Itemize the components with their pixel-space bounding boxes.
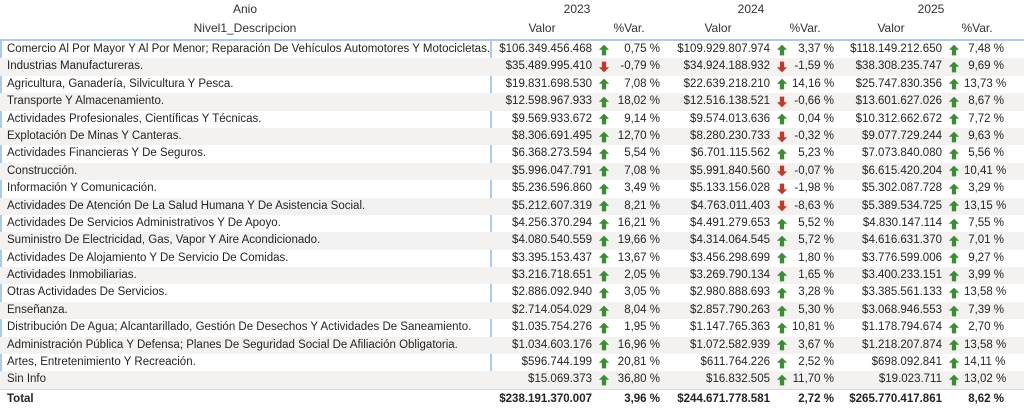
up-arrow-icon <box>944 41 964 58</box>
table-header-year-row <box>0 0 1024 19</box>
header-valor-2024[interactable]: Valor <box>704 21 732 35</box>
up-arrow-icon <box>944 58 964 75</box>
pct-cell-2024: 5,52 % <box>798 216 834 229</box>
row-label: Distribución De Agua; Alcantarillado, Gestión De Desechos Y Actividades De Saneamiento. <box>7 321 472 334</box>
row-label: Explotación De Minas Y Canteras. <box>7 129 182 142</box>
table-header-column-row <box>0 19 1024 38</box>
row-label: Actividades De Atención De La Salud Humana Y De Asistencia Social. <box>7 199 366 212</box>
up-arrow-icon <box>944 337 964 354</box>
up-arrow-icon <box>944 215 964 232</box>
table-row[interactable] <box>0 215 1024 232</box>
up-arrow-icon <box>772 302 792 319</box>
valor-cell-2025: $38.308.235.747 <box>855 60 942 73</box>
valor-cell-2023: $9.569.933.672 <box>512 112 592 125</box>
pct-cell-2024: -0,32 % <box>794 129 834 142</box>
header-year-2025: 2025 <box>917 2 945 16</box>
header-var-2023[interactable]: %Var. <box>613 21 645 35</box>
up-arrow-icon <box>944 302 964 319</box>
up-arrow-icon <box>772 337 792 354</box>
row-label: Información Y Comunicación. <box>7 182 157 195</box>
up-arrow-icon <box>944 145 964 162</box>
valor-cell-2024: $2.857.790.263 <box>690 303 770 316</box>
valor-cell-2025: $4.616.631.370 <box>862 234 942 247</box>
row-label: Actividades Inmobiliarias. <box>7 269 137 282</box>
pct-cell-2023: 3,49 % <box>624 182 660 195</box>
down-arrow-icon <box>772 180 792 197</box>
down-arrow-icon <box>772 198 792 215</box>
pct-cell-2025: 5,56 % <box>968 147 1004 160</box>
valor-cell-2025: $13.601.627.026 <box>855 95 942 108</box>
table-row[interactable] <box>0 250 1024 267</box>
pct-cell-2023: 5,54 % <box>624 147 660 160</box>
total-row <box>0 389 1024 408</box>
valor-cell-2025: $10.312.662.672 <box>855 112 942 125</box>
up-arrow-icon <box>944 198 964 215</box>
valor-cell-2024: $4.314.064.545 <box>690 234 770 247</box>
row-label: Actividades Financieras Y De Seguros. <box>7 147 207 160</box>
up-arrow-icon <box>944 163 964 180</box>
up-arrow-icon <box>594 284 614 301</box>
up-arrow-icon <box>594 93 614 110</box>
row-label: Administración Pública Y Defensa; Planes De Seguridad Social De Afiliación Obligatoria. <box>7 338 458 351</box>
table-row[interactable] <box>0 319 1024 336</box>
valor-cell-2025: $3.776.599.006 <box>862 251 942 264</box>
pct-cell-2024: 3,67 % <box>798 338 834 351</box>
up-arrow-icon <box>594 145 614 162</box>
pct-cell-2025: 9,69 % <box>968 60 1004 73</box>
valor-cell-2023: $15.069.373 <box>528 373 592 386</box>
valor-cell-2023: $5.236.596.860 <box>512 182 592 195</box>
pct-cell-2024: 5,30 % <box>798 303 834 316</box>
valor-cell-2025: $25.747.830.356 <box>855 77 942 90</box>
row-label: Comercio Al Por Mayor Y Al Por Menor; Reparación De Vehículos Automotores Y Motocicletas. <box>7 43 490 55</box>
pct-cell-2025: 7,39 % <box>968 303 1004 316</box>
valor-cell-2023: $19.831.698.530 <box>505 77 592 90</box>
row-label: Actividades De Servicios Administrativos Y De Apoyo. <box>7 216 281 229</box>
up-arrow-icon <box>944 232 964 249</box>
valor-cell-2024: $4.491.279.653 <box>690 216 770 229</box>
pct-cell-2025: 8,67 % <box>968 95 1004 108</box>
up-arrow-icon <box>594 337 614 354</box>
pct-cell-2025: 7,72 % <box>968 112 1004 125</box>
pct-cell-2024: -1,98 % <box>794 182 834 195</box>
table-body <box>0 41 1024 408</box>
valor-cell-2024: $109.929.807.974 <box>677 43 770 55</box>
header-anio-label: Anio <box>232 2 258 16</box>
up-arrow-icon <box>944 180 964 197</box>
pct-cell-2024: 0,04 % <box>798 112 834 125</box>
pct-cell-2024: 3,28 % <box>798 286 834 299</box>
valor-cell-2025: $7.073.840.080 <box>862 147 942 160</box>
down-arrow-icon <box>772 58 792 75</box>
valor-cell-2025: $3.068.946.553 <box>862 303 942 316</box>
pct-cell-2025: 7,48 % <box>968 43 1004 55</box>
table-row[interactable] <box>0 163 1024 180</box>
valor-cell-2024: $1.147.765.363 <box>690 321 770 334</box>
up-arrow-icon <box>594 41 614 58</box>
valor-cell-2024: $6.701.115.562 <box>690 147 770 160</box>
table-row[interactable] <box>0 267 1024 284</box>
row-label: Suministro De Electricidad, Gas, Vapor Y Aire Acondicionado. <box>7 234 321 247</box>
up-arrow-icon <box>772 371 792 388</box>
pct-cell-2023: 3,05 % <box>624 286 660 299</box>
pct-cell-2023: 0,75 % <box>624 43 660 55</box>
valor-cell-2023: $1.034.603.176 <box>512 338 592 351</box>
pct-cell-2025: 9,27 % <box>968 251 1004 264</box>
table-row[interactable] <box>0 180 1024 197</box>
pct-cell-2023: 1,95 % <box>624 321 660 334</box>
header-nivel1-descripcion: Nivel1_Descripcion <box>193 21 297 35</box>
up-arrow-icon <box>594 128 614 145</box>
valor-cell-2023: $5.996.047.791 <box>512 164 592 177</box>
pct-cell-2023: 7,08 % <box>624 164 660 177</box>
pct-cell-2023: 8,04 % <box>624 303 660 316</box>
up-arrow-icon <box>772 145 792 162</box>
up-arrow-icon <box>944 284 964 301</box>
pct-cell-2023: 8,21 % <box>624 199 660 212</box>
pct-cell-2023: -0,79 % <box>620 60 660 73</box>
valor-cell-2023: $3.395.153.437 <box>512 251 592 264</box>
valor-cell-2025: $4.830.147.114 <box>862 216 942 229</box>
table-row[interactable] <box>0 284 1024 301</box>
valor-cell-2023: $35.489.995.410 <box>505 60 592 73</box>
up-arrow-icon <box>594 267 614 284</box>
valor-cell-2024: $3.456.298.699 <box>690 251 770 264</box>
pct-cell-2024: 1,65 % <box>798 269 834 282</box>
valor-cell-2024: $4.763.011.403 <box>690 199 770 212</box>
valor-cell-2024: $8.280.230.733 <box>690 129 770 142</box>
valor-cell-2025: $118.149.212.650 <box>850 43 942 55</box>
pct-cell-2023: 12,70 % <box>617 129 660 142</box>
valor-cell-2024: $1.072.582.939 <box>690 338 770 351</box>
valor-cell-2023: $4.256.370.294 <box>512 216 592 229</box>
row-label: Transporte Y Almacenamiento. <box>7 95 165 108</box>
table-row[interactable] <box>0 128 1024 145</box>
valor-cell-2025: $6.615.420.204 <box>862 164 942 177</box>
up-arrow-icon <box>772 76 792 93</box>
table-row[interactable] <box>0 58 1024 75</box>
up-arrow-icon <box>594 180 614 197</box>
valor-cell-2023: $5.212.607.319 <box>512 199 592 212</box>
valor-cell-2023: $4.080.540.559 <box>512 234 592 247</box>
up-arrow-icon <box>944 111 964 128</box>
valor-cell-2025: $5.302.087.728 <box>862 182 942 195</box>
valor-cell-2025: $19.023.711 <box>878 373 942 386</box>
pct-cell-2025: 13,15 % <box>964 199 1007 212</box>
header-var-2025[interactable]: %Var. <box>961 21 993 35</box>
up-arrow-icon <box>594 302 614 319</box>
pct-cell-2025: 13,58 % <box>964 286 1007 299</box>
table-row[interactable] <box>0 337 1024 354</box>
up-arrow-icon <box>944 128 964 145</box>
up-arrow-icon <box>594 232 614 249</box>
valor-cell-2023: $2.714.054.029 <box>512 303 592 316</box>
valor-cell-2025: $3.400.233.151 <box>862 269 942 282</box>
row-label: Artes, Entretenimiento Y Recreación. <box>7 356 196 369</box>
table-row[interactable] <box>0 232 1024 249</box>
valor-cell-2023: $2.886.092.940 <box>512 286 592 299</box>
down-arrow-icon <box>594 58 614 75</box>
total-valor-2024: $244.671.778.581 <box>677 392 770 405</box>
up-arrow-icon <box>944 354 964 371</box>
valor-cell-2023: $12.598.967.933 <box>505 95 592 108</box>
up-arrow-icon <box>594 198 614 215</box>
up-arrow-icon <box>594 215 614 232</box>
up-arrow-icon <box>944 93 964 110</box>
valor-cell-2025: $3.385.561.133 <box>862 286 942 299</box>
up-arrow-icon <box>944 250 964 267</box>
pct-cell-2024: 1,80 % <box>798 251 834 264</box>
valor-cell-2023: $8.306.691.495 <box>512 129 592 142</box>
valor-cell-2024: $3.269.790.134 <box>690 269 770 282</box>
pct-cell-2025: 13,73 % <box>964 77 1007 90</box>
total-label: Total <box>7 392 34 405</box>
table-row[interactable] <box>0 354 1024 371</box>
valor-cell-2025: $698.092.841 <box>871 356 942 369</box>
valor-cell-2023: $106.349.456.468 <box>499 43 592 55</box>
pct-cell-2024: 5,72 % <box>798 234 834 247</box>
valor-cell-2023: $6.368.273.594 <box>512 147 592 160</box>
valor-cell-2024: $16.832.505 <box>706 373 770 386</box>
pct-cell-2024: -8,63 % <box>794 199 834 212</box>
valor-cell-2024: $9.574.013.636 <box>690 112 770 125</box>
up-arrow-icon <box>594 250 614 267</box>
pct-cell-2024: 14,16 % <box>792 77 835 90</box>
header-valor-2025[interactable]: Valor <box>877 21 905 35</box>
row-label: Actividades Profesionales, Científicas Y Técnicas. <box>7 112 262 125</box>
table-row[interactable] <box>0 145 1024 162</box>
up-arrow-icon <box>944 319 964 336</box>
table-row[interactable] <box>0 76 1024 93</box>
pct-cell-2023: 13,67 % <box>617 251 660 264</box>
table-row[interactable] <box>0 371 1024 388</box>
valor-cell-2025: $5.389.534.725 <box>862 199 942 212</box>
pct-cell-2023: 36,80 % <box>617 373 660 386</box>
valor-cell-2024: $34.924.188.932 <box>683 60 770 73</box>
pct-cell-2023: 20,81 % <box>617 356 660 369</box>
table-row[interactable] <box>0 93 1024 110</box>
pct-cell-2025: 13,58 % <box>964 338 1007 351</box>
row-label: Construcción. <box>7 164 78 177</box>
table-row[interactable] <box>0 302 1024 319</box>
table-row[interactable] <box>0 198 1024 215</box>
valor-cell-2025: $1.178.794.674 <box>862 321 942 334</box>
valor-cell-2024: $2.980.888.693 <box>690 286 770 299</box>
pct-cell-2025: 3,29 % <box>968 182 1004 195</box>
pct-cell-2024: -0,07 % <box>794 164 834 177</box>
pct-cell-2025: 13,02 % <box>964 373 1007 386</box>
up-arrow-icon <box>772 41 792 58</box>
pct-cell-2024: -1,59 % <box>794 60 834 73</box>
valor-cell-2024: $12.516.138.521 <box>683 95 770 108</box>
up-arrow-icon <box>594 354 614 371</box>
total-valor-2023: $238.191.370.007 <box>499 392 592 405</box>
pct-cell-2025: 2,70 % <box>968 321 1004 334</box>
up-arrow-icon <box>944 371 964 388</box>
pct-cell-2023: 16,21 % <box>617 216 660 229</box>
pct-cell-2024: 2,52 % <box>798 356 834 369</box>
up-arrow-icon <box>772 267 792 284</box>
up-arrow-icon <box>772 354 792 371</box>
valor-cell-2025: $1.218.207.874 <box>862 338 942 351</box>
pct-cell-2024: 10,81 % <box>792 321 835 334</box>
pct-cell-2025: 14,11 % <box>964 356 1006 369</box>
pct-cell-2023: 16,96 % <box>617 338 660 351</box>
up-arrow-icon <box>944 267 964 284</box>
row-label: Actividades De Alojamiento Y De Servicio De Comidas. <box>7 251 289 264</box>
up-arrow-icon <box>772 250 792 267</box>
pct-cell-2025: 10,41 % <box>964 164 1007 177</box>
up-arrow-icon <box>594 163 614 180</box>
valor-cell-2024: $22.639.218.210 <box>683 77 770 90</box>
pct-cell-2025: 3,99 % <box>968 269 1004 282</box>
row-label: Industrias Manufactureras. <box>7 60 144 73</box>
pct-cell-2023: 7,08 % <box>624 77 660 90</box>
valor-cell-2024: $611.764.226 <box>700 356 770 369</box>
valor-cell-2025: $9.077.729.244 <box>862 129 942 142</box>
up-arrow-icon <box>594 319 614 336</box>
valor-cell-2023: $3.216.718.651 <box>512 269 592 282</box>
header-var-2024[interactable]: %Var. <box>789 21 821 35</box>
row-label: Sin Info <box>7 373 46 386</box>
up-arrow-icon <box>772 215 792 232</box>
header-year-2023: 2023 <box>563 2 591 16</box>
total-pct-2024: 2,72 % <box>798 392 834 405</box>
header-valor-2023[interactable]: Valor <box>528 21 556 35</box>
pct-cell-2024: -0,66 % <box>794 95 834 108</box>
table-row[interactable] <box>0 41 1024 58</box>
row-label: Enseñanza. <box>7 303 68 316</box>
down-arrow-icon <box>772 128 792 145</box>
pct-cell-2023: 2,05 % <box>624 269 660 282</box>
valor-cell-2024: $5.991.840.560 <box>690 164 770 177</box>
up-arrow-icon <box>772 319 792 336</box>
up-arrow-icon <box>772 232 792 249</box>
row-label: Agricultura, Ganadería, Silvicultura Y Pesca. <box>7 77 234 90</box>
up-arrow-icon <box>944 76 964 93</box>
pct-cell-2023: 18,02 % <box>617 95 660 108</box>
pct-cell-2024: 3,37 % <box>798 43 834 55</box>
down-arrow-icon <box>772 163 792 180</box>
up-arrow-icon <box>594 76 614 93</box>
pct-cell-2024: 5,23 % <box>798 147 834 160</box>
pct-cell-2025: 9,63 % <box>968 129 1004 142</box>
valor-cell-2023: $1.035.754.276 <box>512 321 592 334</box>
up-arrow-icon <box>772 284 792 301</box>
header-year-2024: 2024 <box>737 2 765 16</box>
table-row[interactable] <box>0 111 1024 128</box>
pct-cell-2025: 7,01 % <box>968 234 1004 247</box>
valor-cell-2023: $596.744.199 <box>521 356 592 369</box>
pct-cell-2023: 19,66 % <box>617 234 660 247</box>
valor-cell-2024: $5.133.156.028 <box>690 182 770 195</box>
up-arrow-icon <box>772 111 792 128</box>
total-valor-2025: $265.770.417.861 <box>849 392 942 405</box>
pct-cell-2024: 11,70 % <box>792 373 834 386</box>
pct-cell-2023: 9,14 % <box>624 112 660 125</box>
up-arrow-icon <box>594 371 614 388</box>
up-arrow-icon <box>594 111 614 128</box>
row-label: Otras Actividades De Servicios. <box>7 286 168 299</box>
pct-cell-2025: 7,55 % <box>968 216 1004 229</box>
total-pct-2023: 3,96 % <box>624 392 660 405</box>
down-arrow-icon <box>772 93 792 110</box>
total-pct-2025: 8,62 % <box>968 392 1004 405</box>
